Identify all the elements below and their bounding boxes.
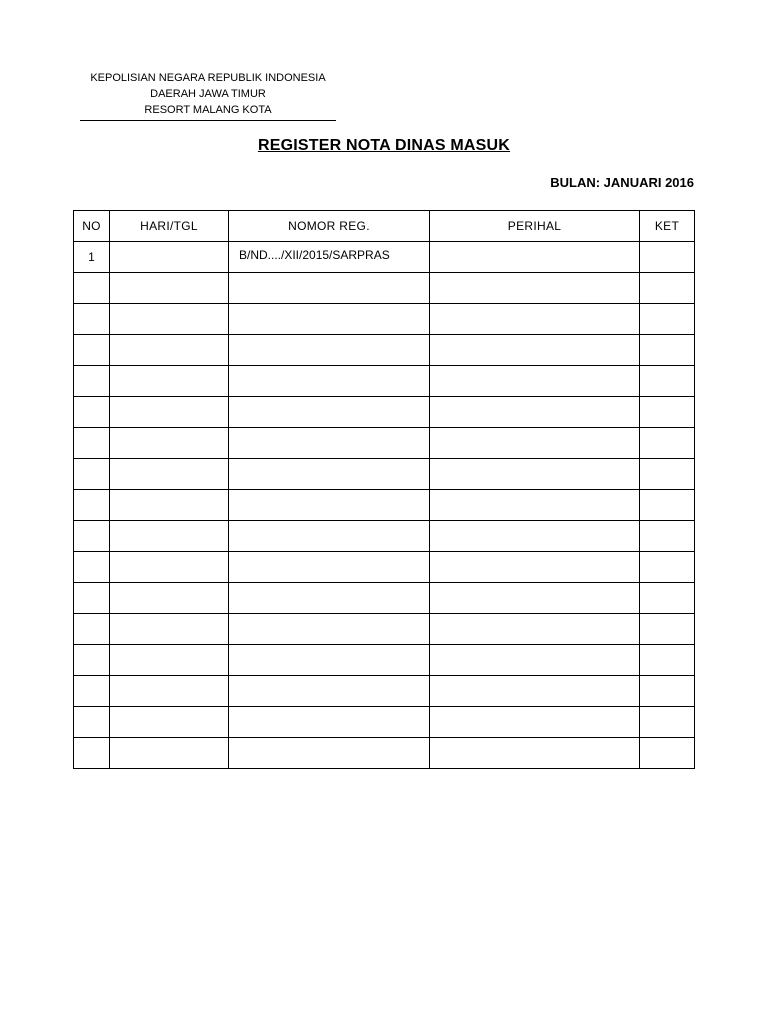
table-row [74,242,695,273]
table-row [74,273,695,304]
cell-perihal [430,242,640,273]
table-row [74,707,695,738]
cell-hari-tgl [110,335,229,366]
cell-ket [640,707,695,738]
cell-nomor-reg [229,738,430,769]
cell-perihal [430,304,640,335]
column-header-hari-tgl: HARI/TGL [110,211,229,242]
cell-ket [640,521,695,552]
cell-nomor-reg [229,614,430,645]
cell-ket [640,242,695,273]
cell-perihal [430,614,640,645]
cell-no [74,490,110,521]
table-row [74,490,695,521]
cell-perihal [430,645,640,676]
cell-no [74,738,110,769]
letterhead-line-2: DAERAH JAWA TIMUR [150,88,266,100]
cell-no [74,552,110,583]
table-row [74,304,695,335]
cell-no [74,521,110,552]
cell-ket [640,552,695,583]
cell-ket [640,614,695,645]
cell-hari-tgl [110,645,229,676]
cell-no [74,645,110,676]
cell-ket [640,645,695,676]
cell-nomor-reg [229,490,430,521]
column-header-no: NO [74,211,110,242]
cell-nomor-reg [229,459,430,490]
cell-ket [640,273,695,304]
cell-perihal [430,676,640,707]
table-row [74,738,695,769]
cell-no [74,676,110,707]
cell-perihal [430,583,640,614]
table-row [74,366,695,397]
cell-hari-tgl [110,583,229,614]
cell-nomor-reg [229,645,430,676]
cell-hari-tgl [110,738,229,769]
letterhead-line-1: KEPOLISIAN NEGARA REPUBLIK INDONESIA [90,72,326,84]
cell-hari-tgl [110,366,229,397]
cell-nomor-reg [229,552,430,583]
cell-ket [640,304,695,335]
column-header-nomor-reg: NOMOR REG. [229,211,430,242]
cell-nomor-reg [229,335,430,366]
cell-ket [640,490,695,521]
table-row [74,459,695,490]
cell-perihal [430,428,640,459]
table-row [74,614,695,645]
cell-no [74,335,110,366]
column-header-ket: KET [640,211,695,242]
cell-ket [640,738,695,769]
cell-no [74,397,110,428]
cell-nomor-reg [229,366,430,397]
cell-ket [640,397,695,428]
cell-ket [640,335,695,366]
cell-perihal [430,707,640,738]
cell-perihal [430,335,640,366]
cell-perihal [430,397,640,428]
cell-no [74,614,110,645]
cell-hari-tgl [110,707,229,738]
cell-hari-tgl [110,614,229,645]
cell-nomor-reg [229,583,430,614]
cell-nomor-reg [229,304,430,335]
cell-perihal [430,738,640,769]
cell-perihal [430,490,640,521]
column-header-perihal: PERIHAL [430,211,640,242]
month-label: BULAN: JANUARI 2016 [550,175,694,190]
cell-ket [640,366,695,397]
table-row [74,428,695,459]
document-title: REGISTER NOTA DINAS MASUK [257,137,511,154]
cell-no [74,428,110,459]
cell-nomor-reg: B/ND..../XII/2015/SARPRAS [229,242,430,273]
cell-nomor-reg [229,428,430,459]
cell-perihal [430,552,640,583]
table-header-row [74,211,695,242]
cell-ket [640,428,695,459]
cell-hari-tgl [110,273,229,304]
cell-perihal [430,366,640,397]
cell-perihal [430,521,640,552]
cell-no [74,583,110,614]
table-row [74,521,695,552]
cell-hari-tgl [110,552,229,583]
cell-hari-tgl [110,459,229,490]
letterhead-line-3: RESORT MALANG KOTA [144,104,272,116]
cell-nomor-reg [229,521,430,552]
letterhead [80,70,336,121]
cell-ket [640,583,695,614]
cell-no [74,459,110,490]
cell-nomor-reg [229,676,430,707]
cell-nomor-reg [229,707,430,738]
cell-no [74,366,110,397]
table-row [74,583,695,614]
cell-hari-tgl [110,521,229,552]
table-row [74,397,695,428]
cell-hari-tgl [110,490,229,521]
cell-perihal [430,459,640,490]
cell-no [74,304,110,335]
cell-hari-tgl [110,397,229,428]
table-row [74,552,695,583]
cell-perihal [430,273,640,304]
cell-no [74,707,110,738]
cell-hari-tgl [110,242,229,273]
cell-ket [640,459,695,490]
cell-ket [640,676,695,707]
table-row [74,676,695,707]
cell-nomor-reg [229,273,430,304]
cell-hari-tgl [110,428,229,459]
cell-hari-tgl [110,304,229,335]
table-row [74,335,695,366]
register-table [73,210,695,769]
cell-nomor-reg [229,397,430,428]
cell-hari-tgl [110,676,229,707]
table-body [74,242,695,769]
cell-no: 1 [74,242,110,273]
cell-no [74,273,110,304]
table-row [74,645,695,676]
